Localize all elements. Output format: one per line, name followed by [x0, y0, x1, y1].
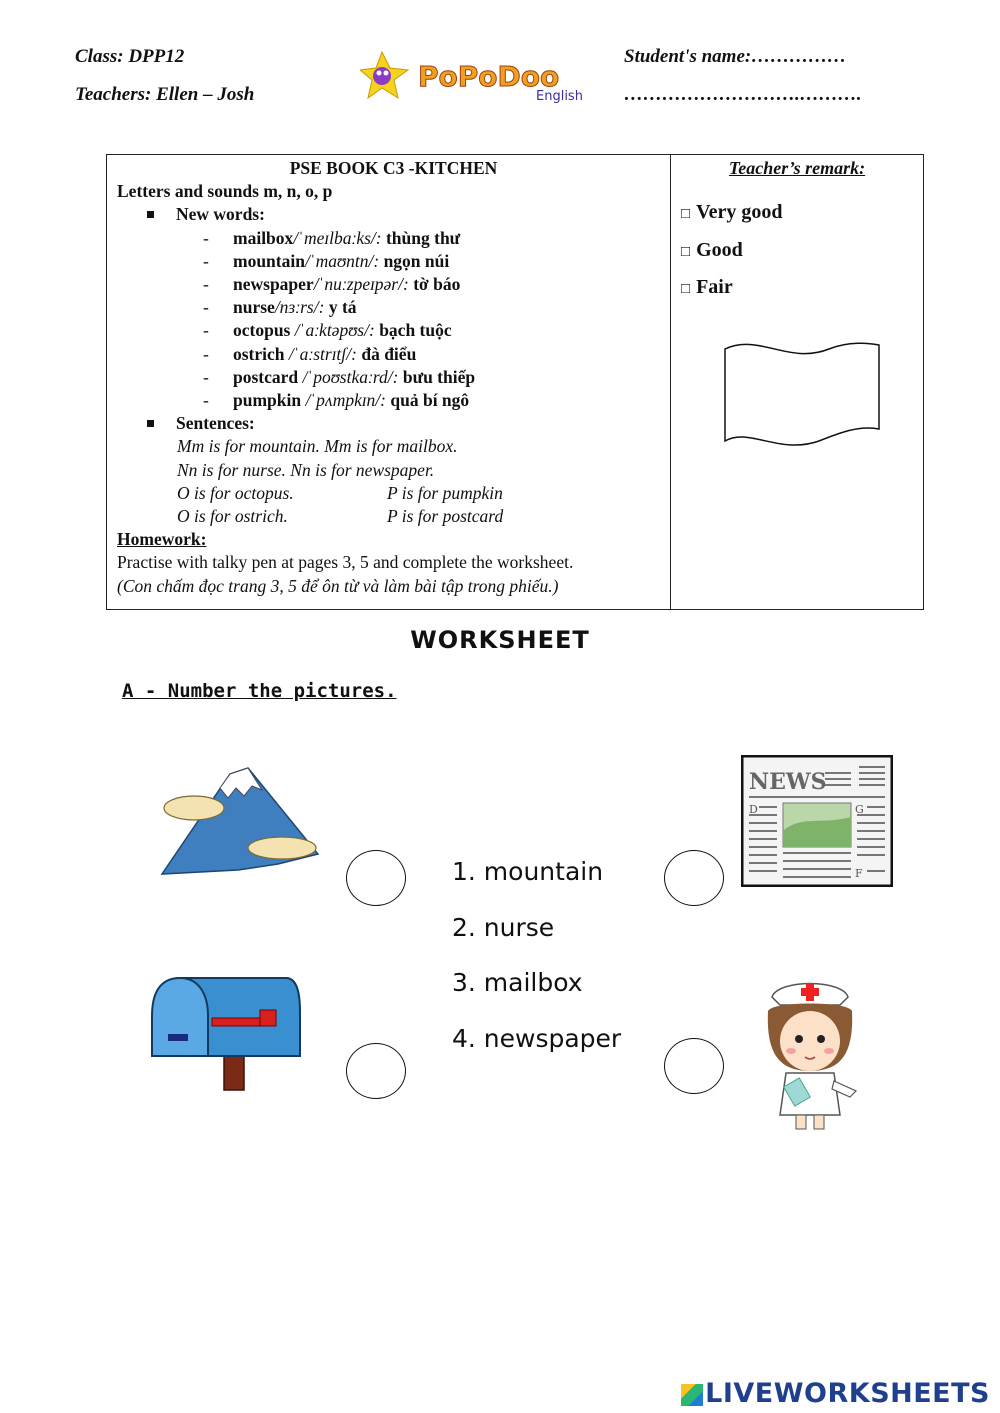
- remark-title: Teacher’s remark:: [728, 158, 866, 178]
- liveworksheets-footer: LIVEWORKSHEETS: [681, 1378, 990, 1409]
- newspaper-picture: [741, 755, 893, 892]
- remark-option-fair[interactable]: □ Fair: [681, 276, 733, 298]
- vocab-item: - newspaper/ˈnuːzpeɪpər/: tờ báo: [203, 274, 461, 295]
- word-option-mountain: 1. mountain: [452, 857, 604, 886]
- answer-circle-mountain[interactable]: [346, 850, 406, 906]
- lesson-info-table: [106, 154, 924, 610]
- vocab-item: - pumpkin /ˈpʌmpkɪn/: quả bí ngô: [203, 390, 470, 411]
- sentence-line: Nn is for nurse. Nn is for newspaper.: [177, 459, 435, 480]
- word-option-newspaper: 4. newspaper: [452, 1024, 622, 1053]
- bullet-square-icon: [147, 420, 154, 427]
- vocab-item: - mailbox/ˈmeɪlbaːks/: thùng thư: [203, 227, 461, 248]
- news-headline: NEWS: [749, 769, 827, 795]
- vocab-item: - ostrich /ˈaːstrɪtʃ/: đà điểu: [203, 343, 417, 364]
- sentences-heading: Sentences:: [117, 412, 670, 435]
- wavy-flag-icon: [719, 337, 885, 462]
- checkbox-icon[interactable]: □: [681, 281, 691, 297]
- lesson-content-cell: [107, 155, 671, 610]
- remark-option-very-good[interactable]: □ Very good: [681, 201, 783, 223]
- teachers-label: Teachers: Ellen – Josh: [75, 84, 255, 105]
- remark-option-good[interactable]: □ Good: [681, 239, 743, 261]
- worksheet-title: WORKSHEET: [410, 626, 590, 654]
- vocab-item: - mountain/ˈmaʊntn/: ngọn núi: [203, 250, 450, 271]
- answer-circle-newspaper[interactable]: [664, 850, 724, 906]
- svg-text:F: F: [855, 867, 863, 880]
- vocab-item: - nurse/nɜːrs/: y tá: [203, 297, 357, 318]
- vocab-list: [117, 227, 670, 413]
- sentence-line: O is for octopus. P is for pumpkin: [177, 482, 503, 503]
- bullet-square-icon: [147, 211, 154, 218]
- sentence-line: O is for ostrich. P is for postcard: [177, 506, 504, 527]
- svg-text:G: G: [855, 803, 864, 816]
- word-option-nurse: 2. nurse: [452, 913, 555, 942]
- mailbox-picture: [148, 972, 302, 1097]
- nurse-picture: [758, 975, 862, 1138]
- vocab-item: - postcard /ˈpoʊstkaːrd/: bưu thiếp: [203, 366, 476, 387]
- word-option-mailbox: 3. mailbox: [452, 968, 583, 997]
- checkbox-icon[interactable]: □: [681, 206, 691, 222]
- sentence-line: Mm is for mountain. Mm is for mailbox.: [177, 436, 458, 457]
- homework-vietnamese: (Con chấm đọc trang 3, 5 để ôn từ và làm bài tập trong phiếu.): [117, 575, 559, 596]
- section-a-heading: A - Number the pictures.: [122, 680, 397, 702]
- liveworksheets-logo-icon: [681, 1384, 703, 1406]
- vocab-item: - octopus /ˈaːktəpʊs/: bạch tuộc: [203, 320, 452, 341]
- student-name-label: Student's name:……………: [624, 46, 847, 67]
- checkbox-icon[interactable]: □: [681, 244, 691, 260]
- homework-heading: Homework:: [117, 529, 207, 550]
- lesson-title: PSE BOOK C3 -KITCHEN: [289, 158, 498, 178]
- svg-text:D: D: [749, 803, 758, 816]
- answer-circle-mailbox[interactable]: [346, 1043, 406, 1099]
- logo-sub: English: [536, 89, 583, 104]
- logo-text: PoPoDoo: [418, 60, 560, 93]
- class-label: Class: DPP12: [75, 46, 185, 67]
- answer-circle-nurse[interactable]: [664, 1038, 724, 1094]
- popodoo-logo: [360, 48, 596, 106]
- remark-cell: [671, 155, 924, 610]
- new-words-heading: New words:: [117, 203, 670, 226]
- lesson-subtitle: Letters and sounds m, n, o, p: [117, 181, 333, 202]
- mountain-picture: [158, 760, 320, 883]
- student-name-dots: ……………………….……….: [624, 84, 862, 105]
- homework-text: Practise with talky pen at pages 3, 5 and complete the worksheet.: [117, 552, 574, 573]
